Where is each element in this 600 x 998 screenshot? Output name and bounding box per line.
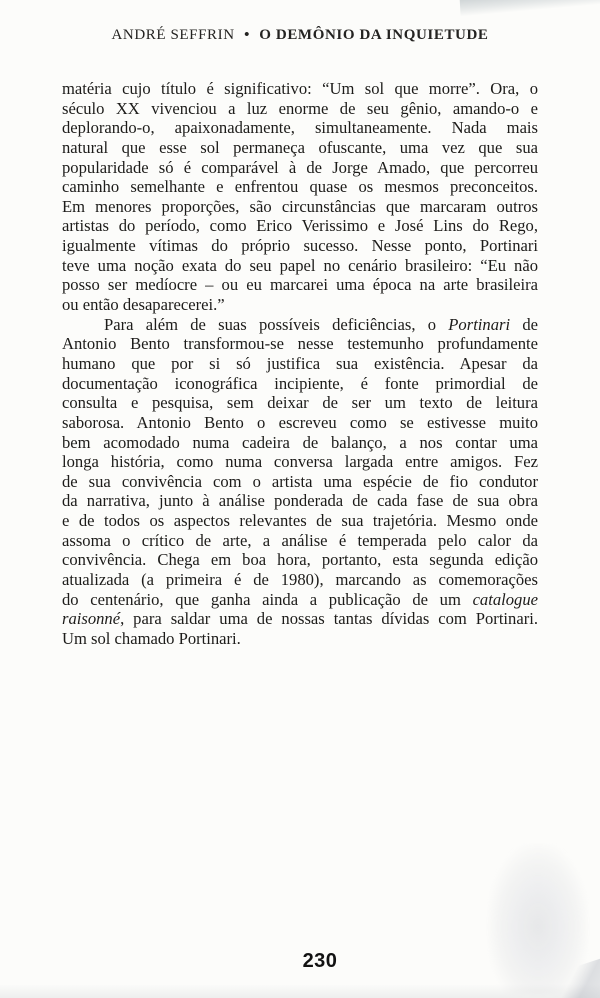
text-segment: Antonio Bento transformou-se nesse testemunho profundamente bbox=[62, 334, 538, 354]
text-line bbox=[62, 256, 538, 276]
text-segment: e de todos os aspectos relevantes de sua trajetória. Mesmo onde bbox=[62, 511, 538, 531]
italic-text-segment: raisonné bbox=[62, 609, 121, 629]
italic-text-segment: Portinari bbox=[448, 314, 511, 334]
text-line bbox=[62, 374, 538, 394]
text-line bbox=[62, 511, 538, 531]
text-segment: ou então desaparecerei.” bbox=[62, 295, 225, 315]
text-segment: assoma o crítico de arte, a análise é temperada pelo calor da bbox=[62, 530, 538, 550]
text-line bbox=[62, 413, 538, 433]
text-line bbox=[62, 295, 538, 315]
text-segment: longa história, como numa conversa largada entre amigos. Fez bbox=[62, 452, 538, 472]
text-segment: atualizada (a primeira é de 1980), marcando as comemorações bbox=[62, 570, 538, 590]
text-segment: bem acomodado numa cadeira de balanço, a nos contar uma bbox=[62, 432, 538, 452]
scan-edge-top-right bbox=[460, 0, 600, 17]
text-segment: deplorando-o, apaixonadamente, simultaneamente. Nada mais bbox=[62, 118, 538, 138]
text-segment: Um sol chamado Portinari. bbox=[62, 628, 241, 648]
text-line bbox=[62, 315, 538, 335]
text-line bbox=[62, 138, 538, 158]
text-segment: de bbox=[510, 314, 538, 334]
text-line bbox=[62, 216, 538, 236]
text-line bbox=[62, 197, 538, 217]
header-separator-dot: • bbox=[244, 27, 250, 43]
text-segment: documentação iconográfica incipiente, é fonte primordial de bbox=[62, 373, 538, 393]
text-line bbox=[62, 491, 538, 511]
text-segment: convivência. Chega em boa hora, portanto, esta segunda edição bbox=[62, 550, 538, 570]
text-segment: natural que esse sol permaneça ofuscante, uma vez que sua bbox=[62, 137, 538, 157]
text-segment: humano que por si só justifica sua existência. Apesar da bbox=[62, 353, 538, 373]
page-body-text bbox=[62, 79, 538, 649]
text-line bbox=[62, 118, 538, 138]
running-header bbox=[0, 27, 600, 44]
text-line bbox=[62, 531, 538, 551]
text-segment: matéria cujo título é significativo: “Um sol que morre”. Ora, o bbox=[62, 79, 538, 98]
header-author: ANDRÉ SEFFRIN bbox=[111, 27, 235, 43]
scan-shade-bottom bbox=[0, 984, 600, 998]
text-segment: consulta e pesquisa, sem deixar de ser um texto de leitura bbox=[62, 393, 538, 413]
text-segment: do centenário, que ganha ainda a publicação de um bbox=[62, 589, 473, 609]
text-line bbox=[62, 275, 538, 295]
text-line bbox=[62, 570, 538, 590]
text-segment: posso ser medíocre – ou eu marcarei uma época na arte brasileira bbox=[62, 275, 538, 295]
text-line bbox=[62, 629, 538, 649]
text-line bbox=[62, 609, 538, 629]
page-number: 230 bbox=[302, 950, 338, 972]
text-segment: século XX vivenciou a luz enorme de seu gênio, amando-o e bbox=[62, 98, 538, 118]
text-segment: caminho semelhante e enfrentou quase os mesmos preconceitos. bbox=[62, 177, 538, 197]
text-line bbox=[62, 354, 538, 374]
text-segment: da narrativa, junto à análise ponderada de cada fase de sua obra bbox=[62, 491, 538, 511]
text-line bbox=[62, 550, 538, 570]
text-line bbox=[62, 393, 538, 413]
text-line bbox=[62, 177, 538, 197]
text-line bbox=[62, 158, 538, 178]
text-segment: Para além de suas possíveis deficiências, o bbox=[104, 314, 449, 334]
text-line bbox=[62, 433, 538, 453]
text-segment: igualmente vítimas do próprio sucesso. Nesse ponto, Portinari bbox=[62, 236, 538, 256]
text-line bbox=[62, 472, 538, 492]
text-line bbox=[62, 452, 538, 472]
text-line bbox=[62, 334, 538, 354]
text-segment: teve uma noção exata do seu papel no cenário brasileiro: “Eu não bbox=[62, 255, 538, 275]
header-book-title: O DEMÔNIO DA INQUIETUDE bbox=[259, 27, 489, 43]
text-segment: de sua convivência com o artista uma espécie de fio condutor bbox=[62, 471, 538, 491]
italic-text-segment: catalogue bbox=[472, 589, 538, 609]
text-segment: Em menores proporções, são circunstâncias que marcaram outros bbox=[62, 196, 538, 216]
text-line bbox=[62, 236, 538, 256]
text-segment: popularidade só é comparável à de Jorge Amado, que percorreu bbox=[62, 157, 538, 177]
text-line bbox=[62, 99, 538, 119]
text-segment: , para saldar uma de nossas tantas dívidas com Portinari. bbox=[120, 609, 538, 629]
text-line bbox=[62, 79, 538, 99]
text-segment: saborosa. Antonio Bento o escreveu como se estivesse muito bbox=[62, 412, 538, 432]
text-segment: artistas do período, como Erico Verissimo e José Lins do Rego, bbox=[62, 216, 538, 236]
text-line bbox=[62, 590, 538, 610]
